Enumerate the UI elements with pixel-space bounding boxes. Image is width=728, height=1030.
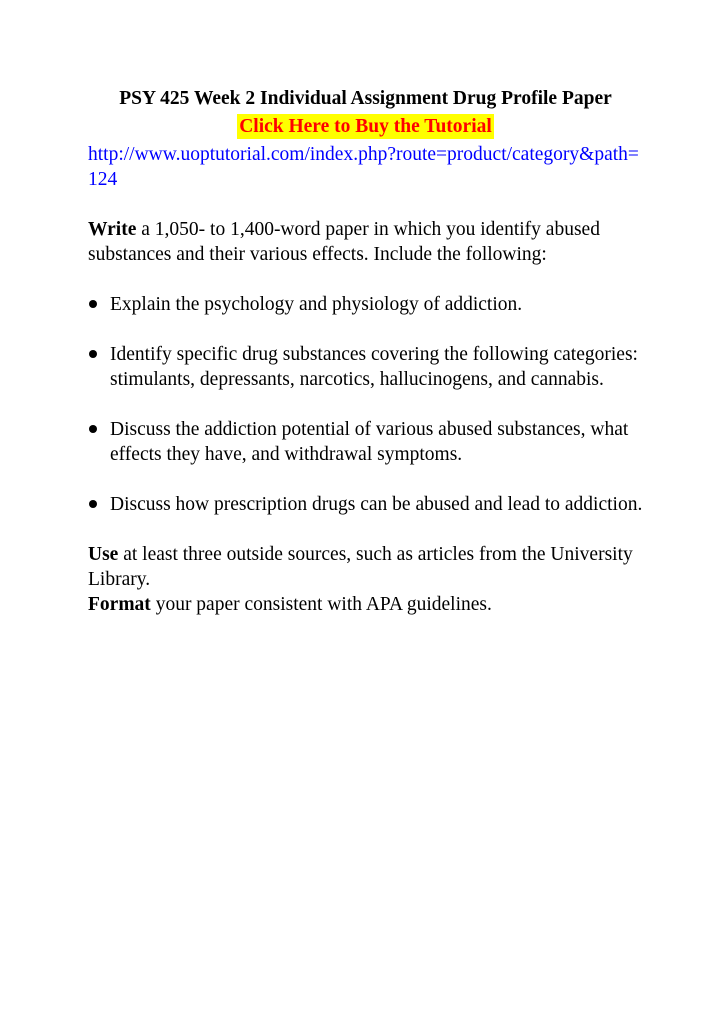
use-paragraph	[88, 542, 643, 592]
intro-paragraph	[88, 217, 643, 267]
list-item	[88, 492, 643, 517]
buy-link-container	[88, 114, 643, 139]
format-text: your paper consistent with APA guidelines.	[150, 594, 492, 615]
bullet-icon	[89, 300, 97, 308]
bullet-icon	[89, 500, 97, 508]
intro-text: a 1,050- to 1,400-word paper in which you identify abused substances and their various effects. Include the following:	[88, 219, 600, 265]
list-item-text: Discuss the addiction potential of various abused substances, what effects they have, and withdrawal symptoms.	[110, 419, 629, 465]
intro-lead-word: Write	[88, 219, 137, 240]
document-title: PSY 425 Week 2 Individual Assignment Drug Profile Paper	[119, 88, 612, 109]
list-item	[88, 342, 643, 392]
list-item-text: Identify specific drug substances covering the following categories: stimulants, depressants, narcotics, hallucinogens, and cannabis.	[110, 344, 638, 390]
closing-instructions	[88, 542, 643, 617]
bullet-icon	[89, 425, 97, 433]
product-url-link[interactable]: http://www.uoptutorial.com/index.php?route=product/category&path=124	[88, 144, 639, 190]
buy-tutorial-link[interactable]: Click Here to Buy the Tutorial	[239, 116, 492, 137]
format-lead-word: Format	[88, 594, 151, 615]
document-body	[88, 86, 643, 617]
list-item-text: Discuss how prescription drugs can be abused and lead to addiction.	[110, 494, 643, 515]
list-item	[88, 417, 643, 467]
use-lead-word: Use	[88, 544, 119, 565]
list-item-text: Explain the psychology and physiology of addiction.	[110, 294, 523, 315]
requirements-list	[88, 292, 643, 517]
list-item	[88, 292, 643, 317]
format-paragraph	[88, 592, 643, 617]
use-text: at least three outside sources, such as articles from the University Library.	[88, 544, 633, 590]
bullet-icon	[89, 350, 97, 358]
